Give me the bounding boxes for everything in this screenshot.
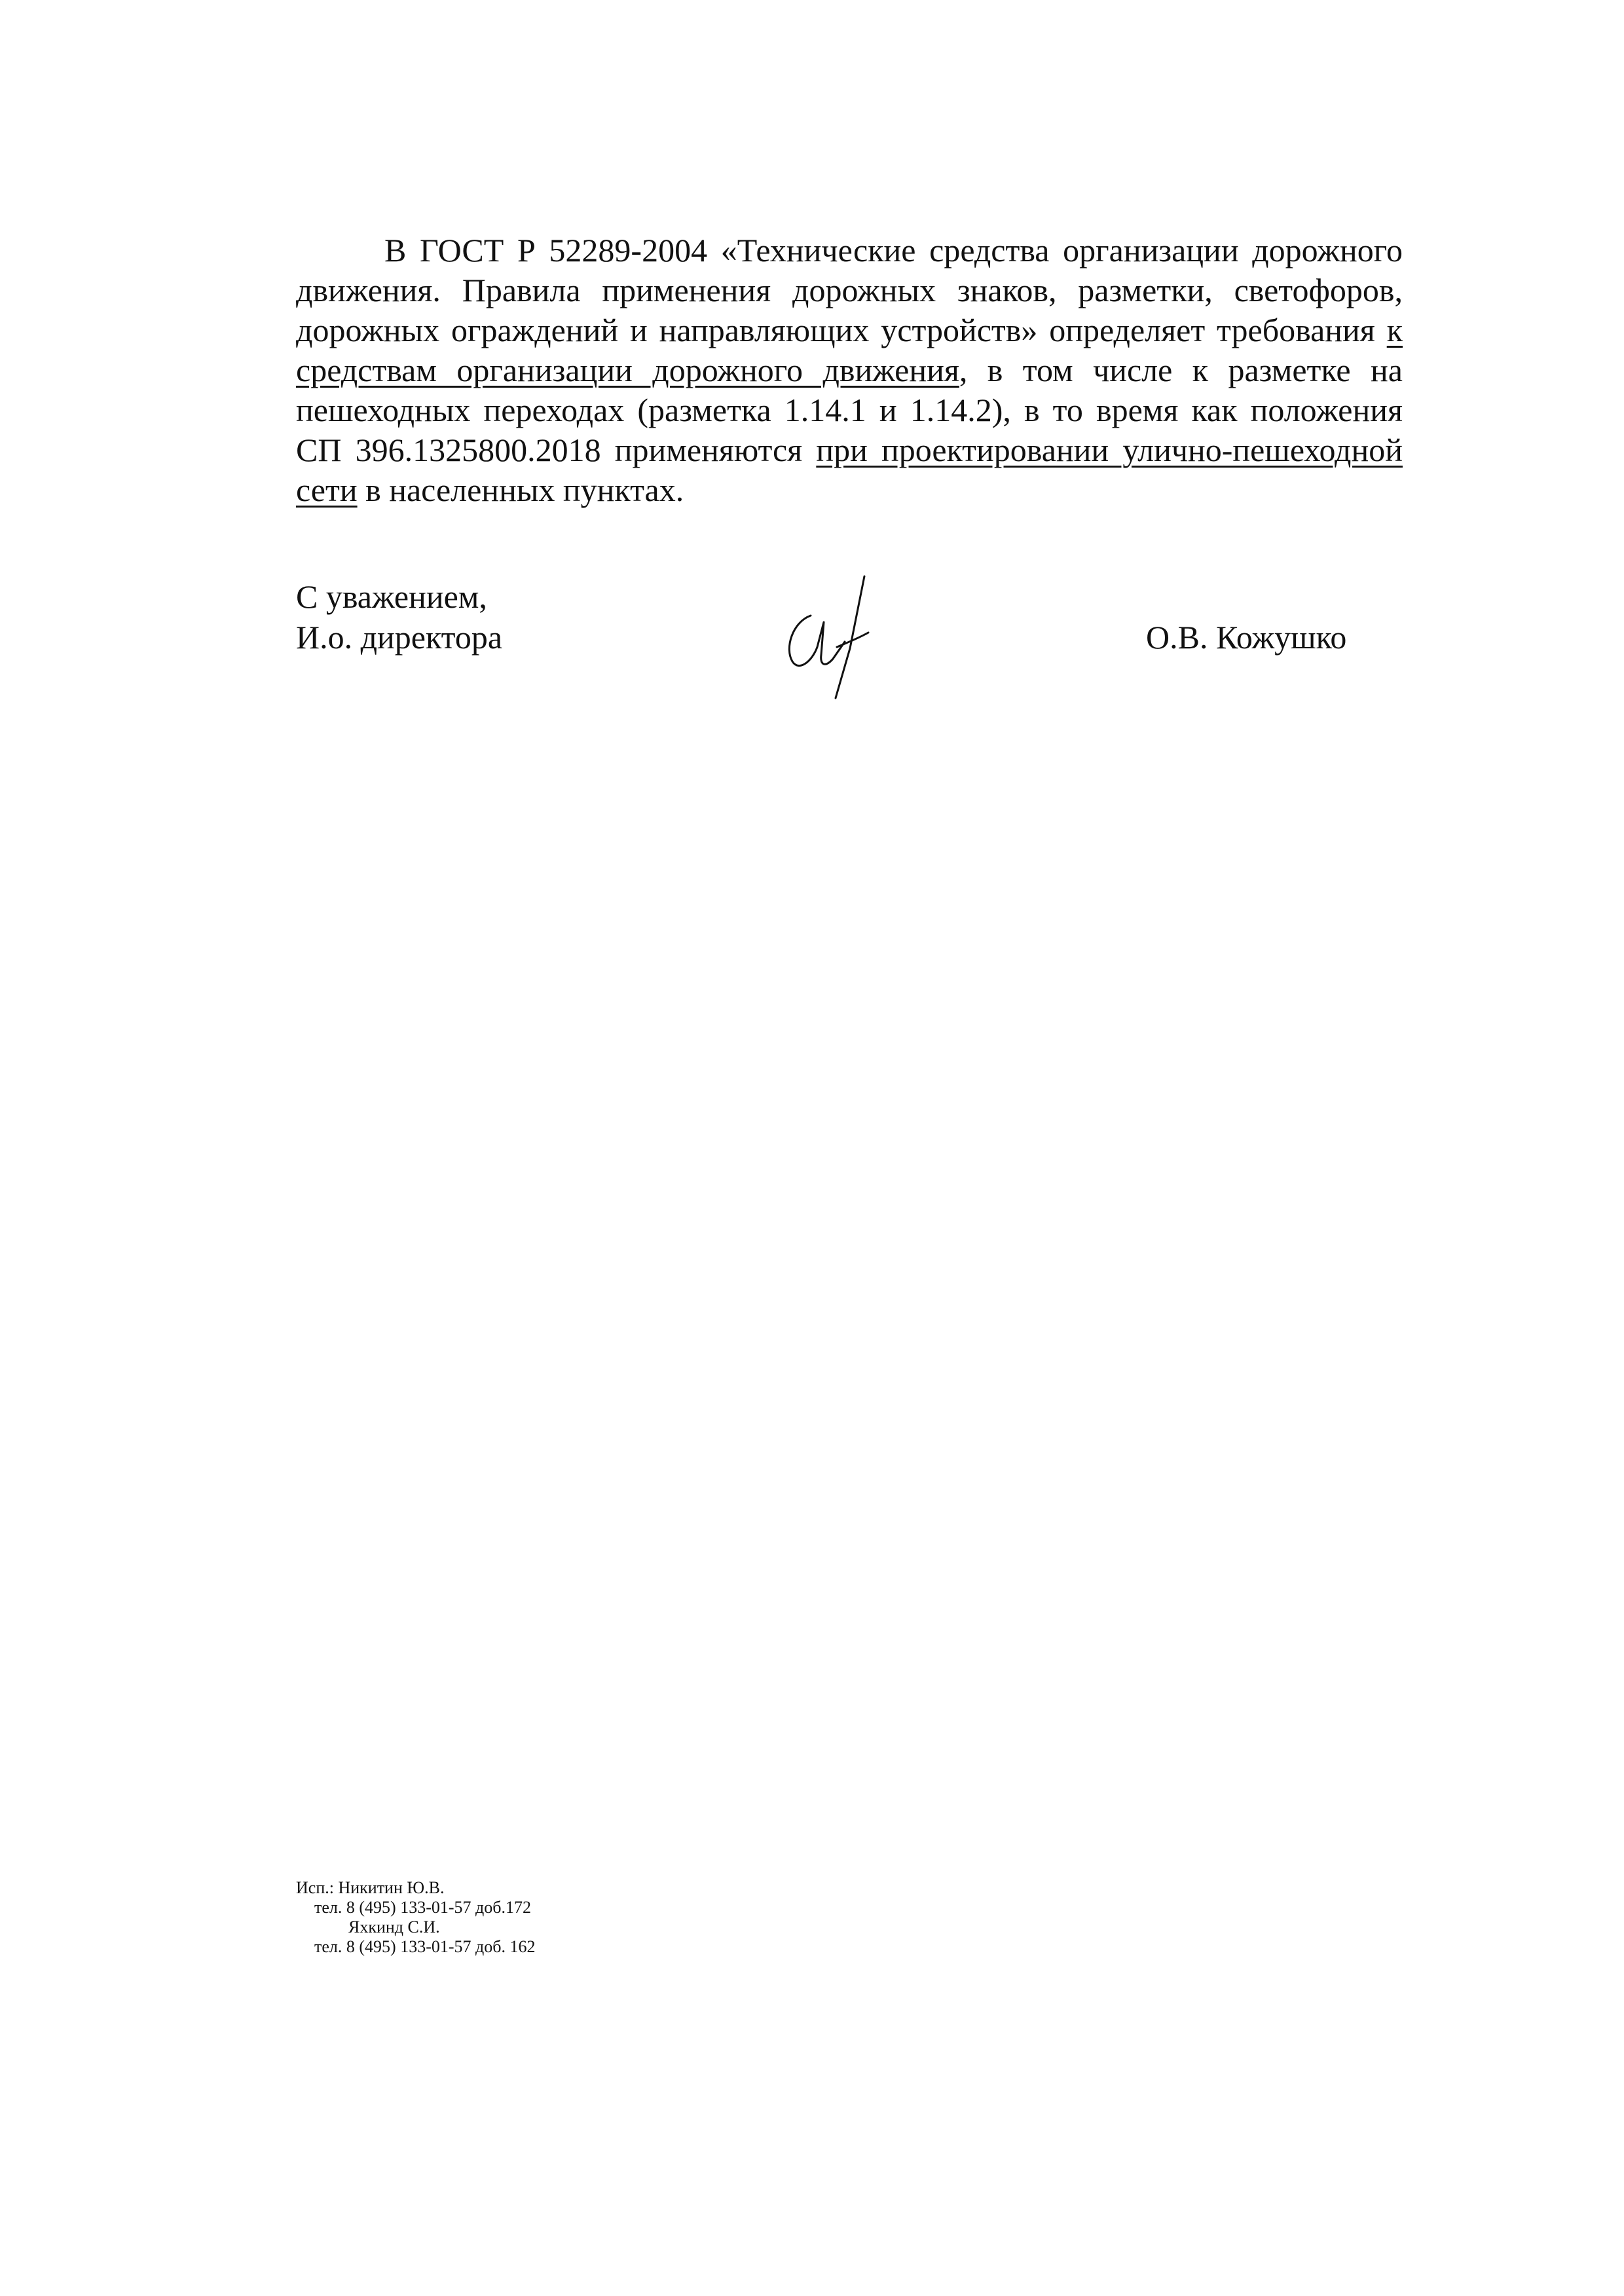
executor-2-phone: тел. 8 (495) 133-01-57 доб. 162	[314, 1937, 536, 1956]
closing-regards: С уважением,	[296, 578, 487, 615]
executor-2: Яхкинд С.И.	[348, 1917, 440, 1936]
signer-position: И.о. директора	[296, 619, 503, 656]
letter-body-paragraph	[296, 231, 1403, 510]
paragraph-underlined-street-design: при проектировании улично-пешеходной сети	[296, 432, 1403, 508]
paragraph-text-part-5: в населенных пунктах.	[357, 472, 684, 508]
executor-footer	[296, 1878, 535, 1957]
paragraph-underlined-traffic-management: к средствам организации дорожного движения	[296, 312, 1403, 388]
handwritten-signature	[773, 570, 891, 701]
paragraph-text-part-1: В ГОСТ Р 52289-2004 «Технические средства организации дорожного движения. Правила применения дорожных знаков, разметки, светофоров, дорожных ограждений и направляющих устройств» определяет требования	[296, 232, 1403, 348]
closing-block	[296, 576, 502, 657]
paragraph-text-part-3: , в том числе к разметке на пешеходных переходах (разметка 1.14.1 и 1.14.2), в то время как положения СП 396.1325800.2018 применяются	[296, 352, 1403, 468]
signer-name: О.В. Кожушко	[1146, 619, 1347, 656]
executor-1-phone: тел. 8 (495) 133-01-57 доб.172	[314, 1898, 531, 1917]
executor-1: Исп.: Никитин Ю.В.	[296, 1878, 445, 1897]
